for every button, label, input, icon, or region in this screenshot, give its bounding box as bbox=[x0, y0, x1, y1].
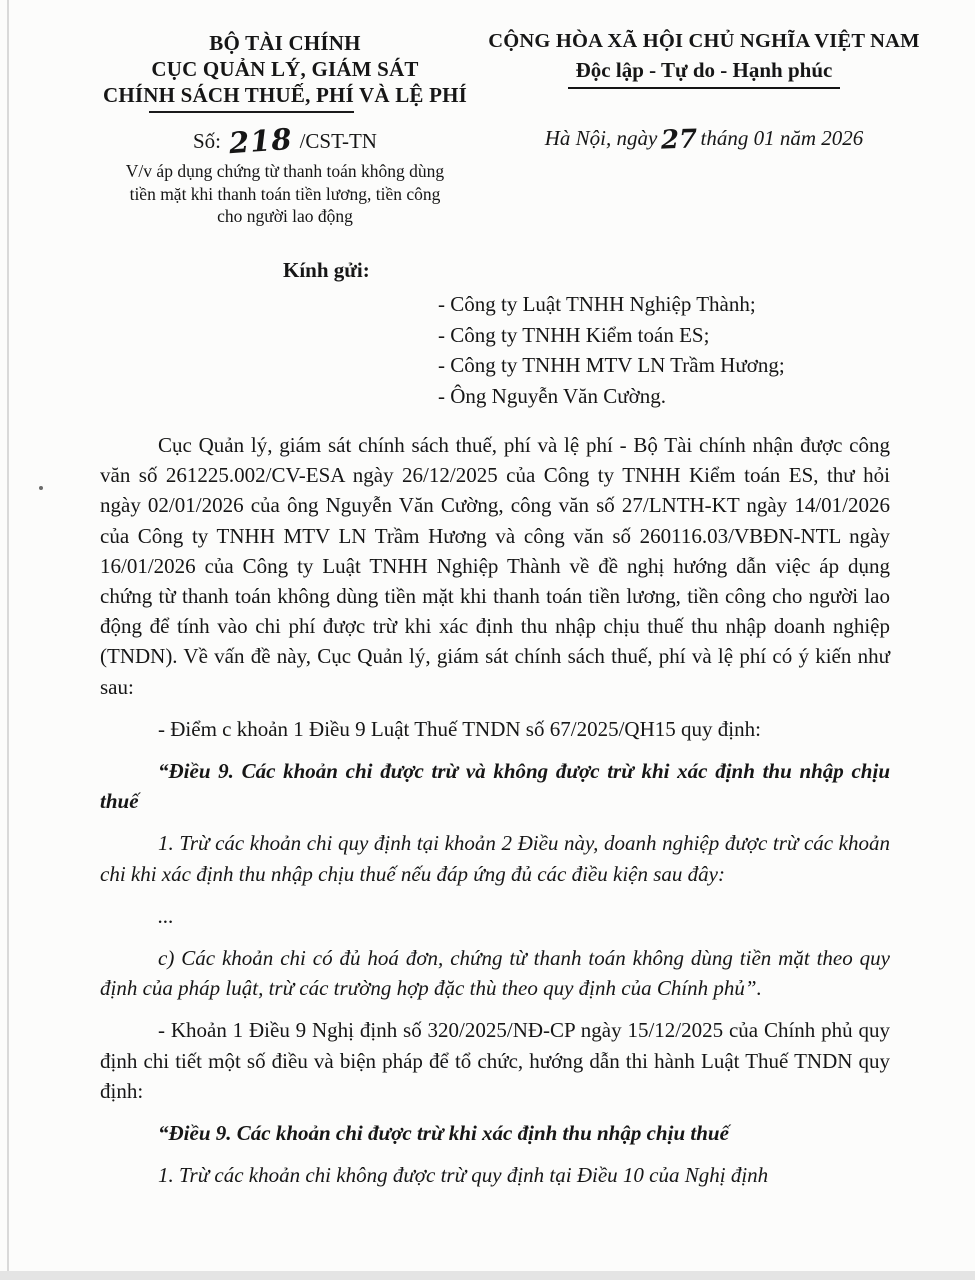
letter-body bbox=[100, 430, 890, 1202]
scan-speckle-artifact bbox=[39, 486, 43, 490]
body-paragraph: - Khoản 1 Điều 9 Nghị định số 320/2025/NĐ-CP ngày 15/12/2025 của Chính phủ quy định chi tiết một số điều và biện pháp để tổ chức, hướng dẫn thi hành Luật Thuế TNDN quy định: bbox=[100, 1018, 890, 1103]
document-number-handwritten: 218 bbox=[227, 121, 294, 161]
department-underline bbox=[149, 111, 354, 113]
quoted-clause: c) Các khoản chi có đủ hoá đơn, chứng từ thanh toán không dùng tiền mặt theo quy định của pháp luật, trừ các trường hợp đặc thù theo quy định của Chính phủ”. bbox=[100, 946, 890, 1001]
document-number-line bbox=[95, 121, 475, 161]
quoted-article-heading: “Điều 9. Các khoản chi được trừ khi xác định thu nhập chịu thuế bbox=[158, 1121, 729, 1146]
quoted-clause: 1. Trừ các khoản chi quy định tại khoản 2 Điều này, doanh nghiệp được trừ các khoản chi khi xác định thu nhập chịu thuế nếu đáp ứng đủ các điều kiện sau đây: bbox=[100, 831, 890, 886]
date-suffix: tháng 01 năm 2026 bbox=[700, 126, 864, 150]
recipient-item: - Công ty TNHH MTV LN Trầm Hương; bbox=[438, 353, 785, 377]
department-name-line1: CỤC QUẢN LÝ, GIÁM SÁT bbox=[151, 57, 419, 81]
quoted-clause: 1. Trừ các khoản chi không được trừ quy định tại Điều 10 của Nghị định bbox=[158, 1163, 769, 1188]
ministry-name: BỘ TÀI CHÍNH bbox=[209, 31, 361, 55]
salutation-label: Kính gửi: bbox=[283, 258, 370, 282]
national-header-block bbox=[478, 28, 930, 156]
recipient-item: - Ông Nguyễn Văn Cường. bbox=[438, 383, 666, 408]
place-date-line bbox=[478, 124, 930, 156]
date-prefix: Hà Nội, ngày bbox=[544, 126, 658, 150]
body-paragraph: - Điểm c khoản 1 Điều 9 Luật Thuế TNDN số 67/2025/QH15 quy định: bbox=[158, 716, 761, 741]
scan-edge-artifact bbox=[0, 1271, 975, 1280]
subject-line: cho người lao động bbox=[217, 206, 353, 226]
national-motto: Độc lập - Tự do - Hạnh phúc bbox=[568, 58, 841, 89]
recipient-item: - Công ty TNHH Kiểm toán ES; bbox=[438, 322, 710, 347]
quoted-ellipsis: ... bbox=[158, 903, 174, 928]
date-day-handwritten: 27 bbox=[660, 124, 699, 156]
recipient-item: - Công ty Luật TNHH Nghiệp Thành; bbox=[438, 292, 756, 316]
national-title: CỘNG HÒA XÃ HỘI CHỦ NGHĨA VIỆT NAM bbox=[488, 30, 920, 52]
body-paragraph: Cục Quản lý, giám sát chính sách thuế, phí và lệ phí - Bộ Tài chính nhận được công văn số 261225.002/CV-ESA ngày 26/12/2025 của Công ty TNHH Kiểm toán ES, thư hỏi ngày 02/01/2026 của ông Nguyễn Văn Cường, công văn số 27/LNTH-KT ngày 14/01/2026 của Công ty TNHH MTV LN Trầm Hương và công văn số 260116.03/VBĐN-NTL ngày 16/01/2026 của Công ty Luật TNHH Nghiệp Thành về đề nghị hướng dẫn việc áp dụng chứng từ thanh toán không dùng tiền mặt khi thanh toán tiền lương, tiền công cho người lao động để tính vào chi phí được trừ khi xác định thu nhập chịu thuế thu nhập doanh nghiệp (TNDN). Về vấn đề này, Cục Quản lý, giám sát chính sách thuế, phí và lệ phí có ý kiến như sau: bbox=[100, 433, 890, 699]
document-number-label: Số: bbox=[193, 129, 222, 153]
document-subject bbox=[95, 160, 475, 228]
issuing-authority-block bbox=[95, 30, 475, 228]
quoted-article-heading: “Điều 9. Các khoản chi được trừ và không được trừ khi xác định thu nhập chịu thuế bbox=[100, 759, 890, 814]
document-number-suffix: /CST-TN bbox=[299, 129, 377, 153]
department-name-line2: CHÍNH SÁCH THUẾ, PHÍ VÀ LỆ PHÍ bbox=[102, 83, 468, 107]
recipient-list bbox=[438, 289, 785, 411]
subject-line: tiền mặt khi thanh toán tiền lương, tiền công bbox=[129, 183, 441, 204]
scan-edge-artifact bbox=[7, 0, 9, 1280]
subject-line: V/v áp dụng chứng từ thanh toán không dùng bbox=[125, 161, 445, 181]
